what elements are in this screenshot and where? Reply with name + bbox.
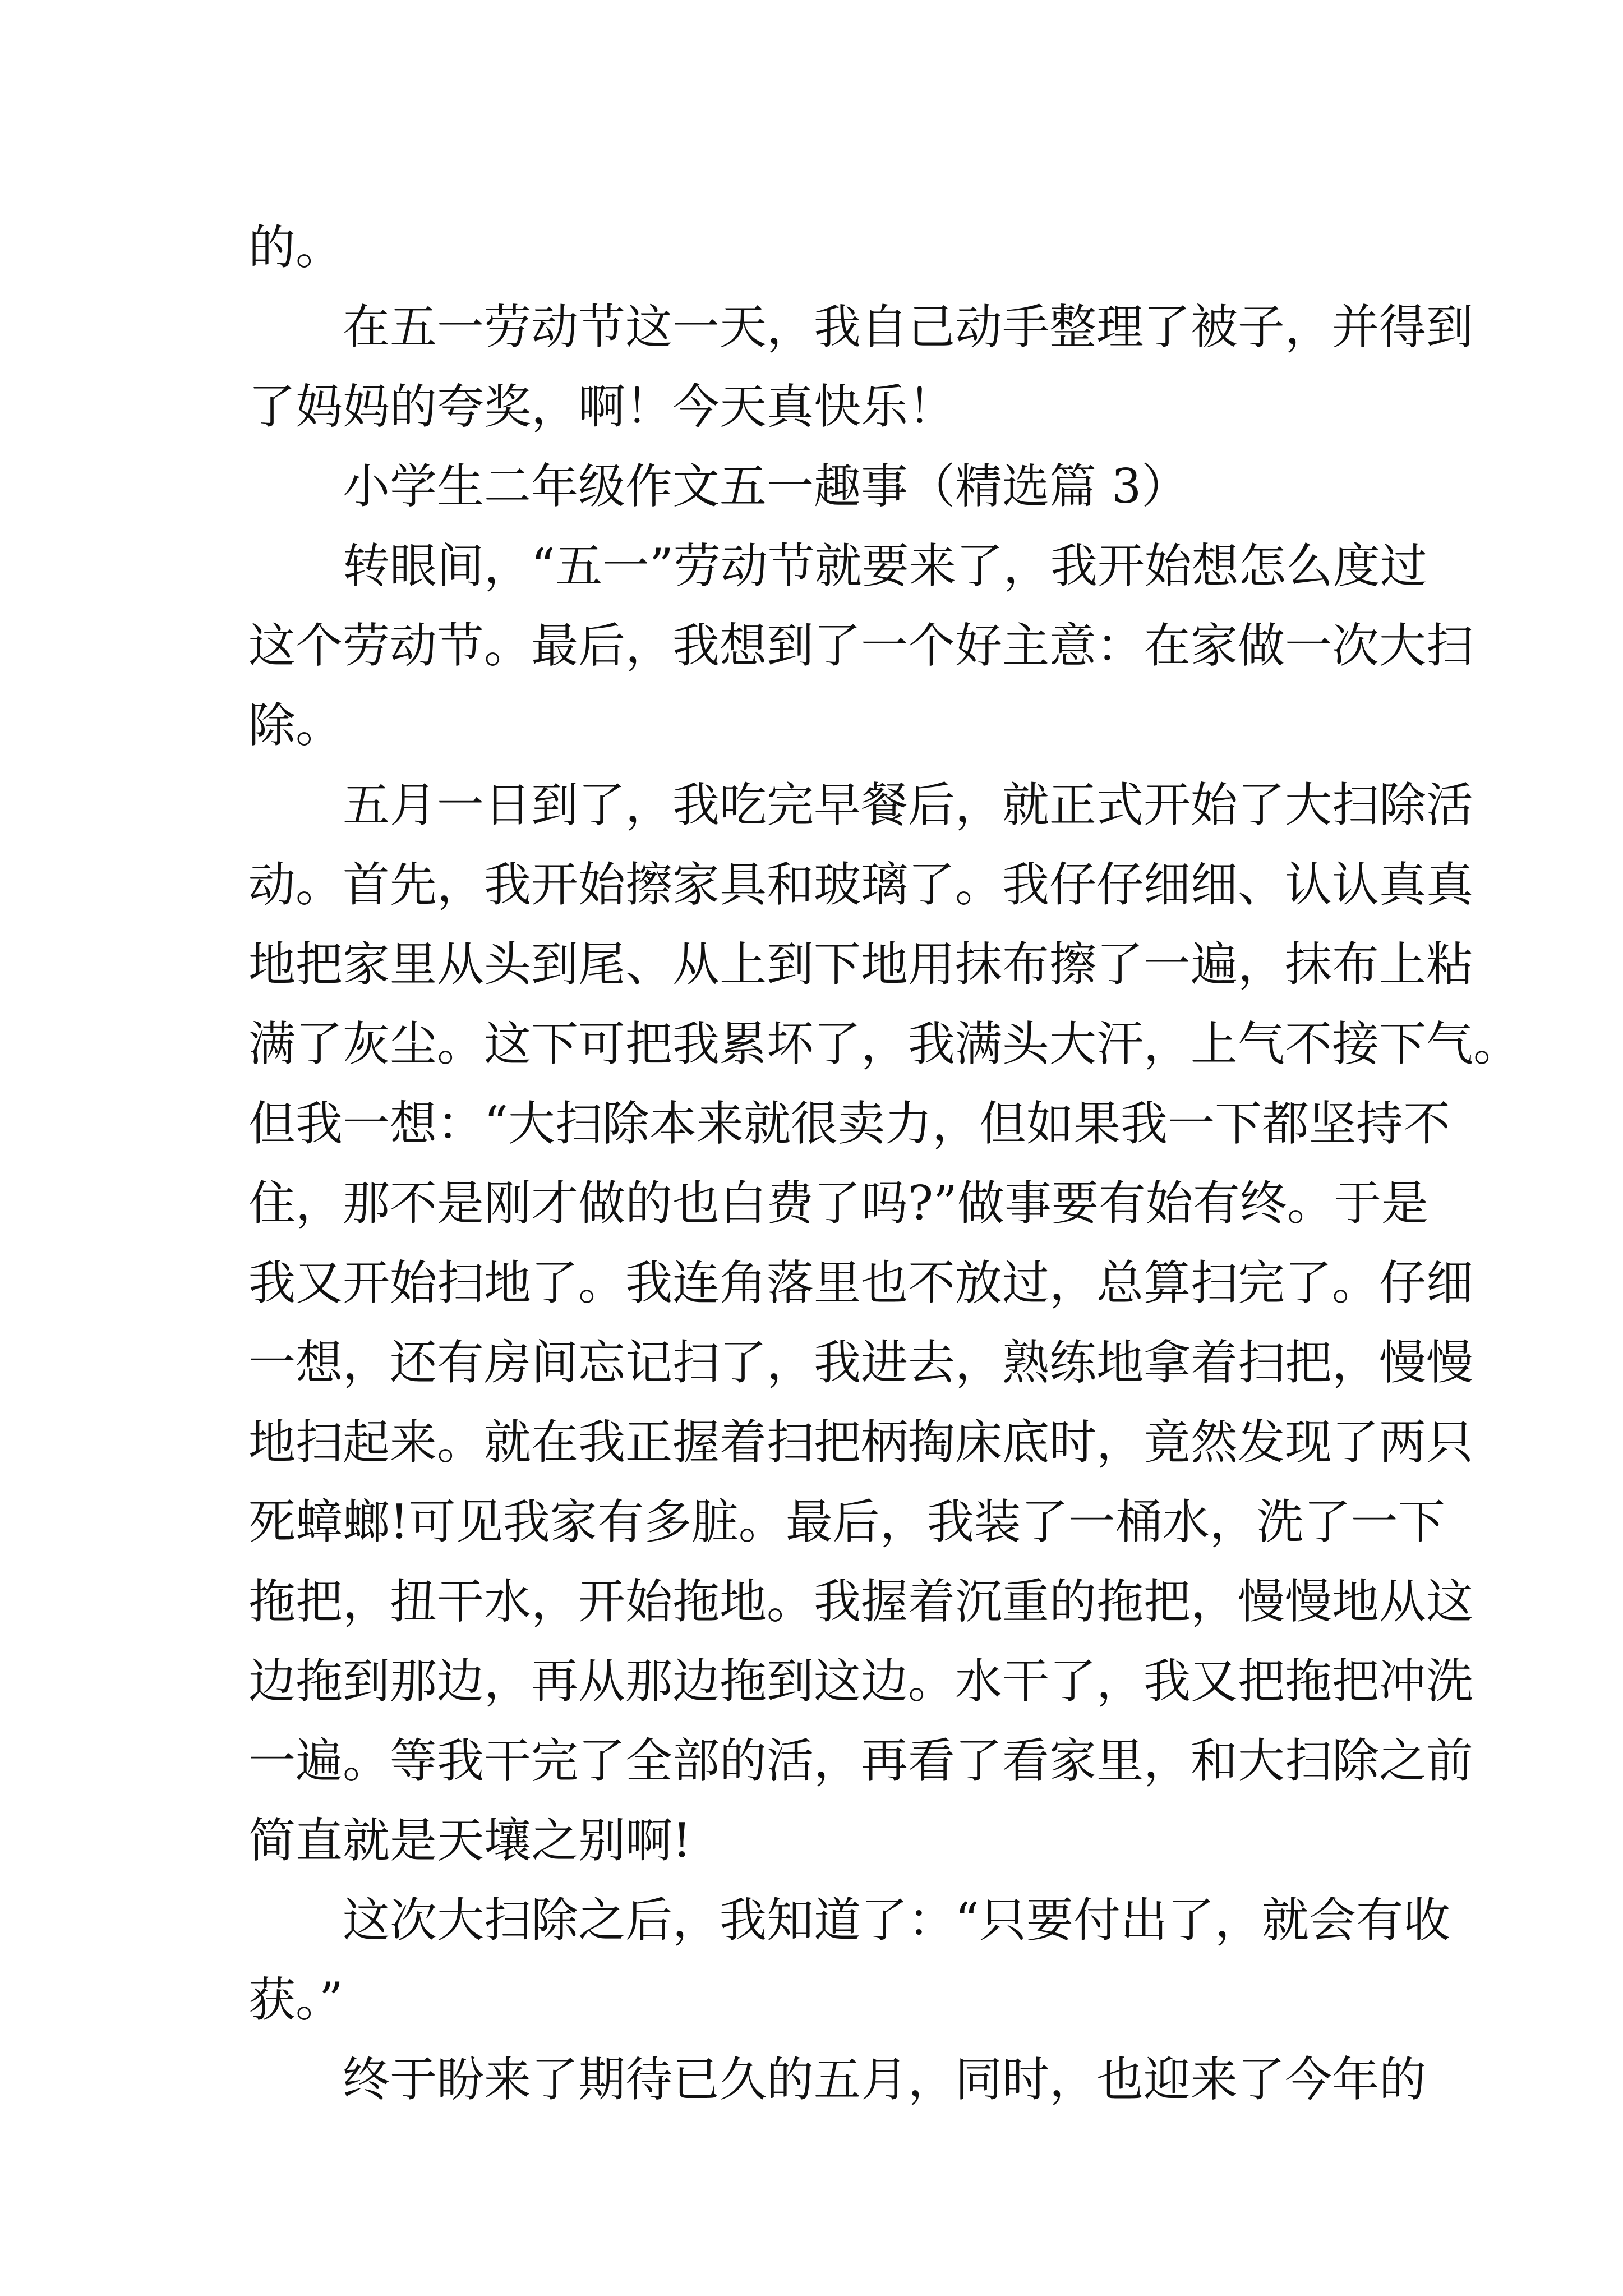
document-body	[248, 208, 1521, 2119]
text-line: 简直就是天壤之别啊!	[248, 1813, 691, 1868]
text-line: 动。首先，我开始擦家具和玻璃了。我仔仔细细、认认真真	[248, 857, 1474, 912]
text-line: 边拖到那边，再从那边拖到这边。水干了，我又把拖把冲洗	[248, 1654, 1474, 1709]
text-line: 获。”	[248, 1972, 343, 2027]
text-line: 地扫起来。就在我正握着扫把柄掏床底时，竟然发现了两只	[248, 1415, 1474, 1470]
text-line: 满了灰尘。这下可把我累坏了，我满头大汗，上气不接下气。	[248, 1016, 1521, 1071]
text-line: 五月一日到了，我吃完早餐后，就正式开始了大扫除活	[343, 777, 1474, 832]
text-line: 拖把，扭干水，开始拖地。我握着沉重的拖把，慢慢地从这	[248, 1574, 1474, 1629]
text-line: 死蟑螂!可见我家有多脏。最后，我装了一桶水，洗了一下	[248, 1494, 1445, 1549]
text-line: 终于盼来了期待已久的五月，同时，也迎来了今年的	[343, 2052, 1427, 2107]
text-line: 我又开始扫地了。我连角落里也不放过，总算扫完了。仔细	[248, 1255, 1474, 1310]
section-heading: 小学生二年级作文五一趣事（精选篇 3）	[343, 459, 1189, 514]
text-line: 一遍。等我干完了全部的活，再看了看家里，和大扫除之前	[248, 1733, 1474, 1788]
text-line: 一想，还有房间忘记扫了，我进去，熟练地拿着扫把，慢慢	[248, 1335, 1474, 1390]
text-line: 但我一想：“大扫除本来就很卖力，但如果我一下都坚持不	[248, 1096, 1450, 1151]
text-line: 转眼间，“五一”劳动节就要来了，我开始想怎么度过	[343, 539, 1427, 593]
text-line: 住，那不是刚才做的也白费了吗?”做事要有始有终。于是	[248, 1176, 1428, 1231]
text-line: 这次大扫除之后，我知道了：“只要付出了，就会有收	[343, 1893, 1450, 1948]
text-line: 除。	[248, 698, 343, 753]
text-line: 了妈妈的夸奖，啊！今天真快乐！	[248, 379, 956, 434]
text-line: 的。	[248, 220, 343, 275]
text-line: 在五一劳动节这一天，我自己动手整理了被子，并得到	[343, 300, 1474, 355]
text-line: 这个劳动节。最后，我想到了一个好主意：在家做一次大扫	[248, 618, 1474, 673]
text-line: 地把家里从头到尾、从上到下地用抹布擦了一遍，抹布上粘	[248, 937, 1474, 992]
